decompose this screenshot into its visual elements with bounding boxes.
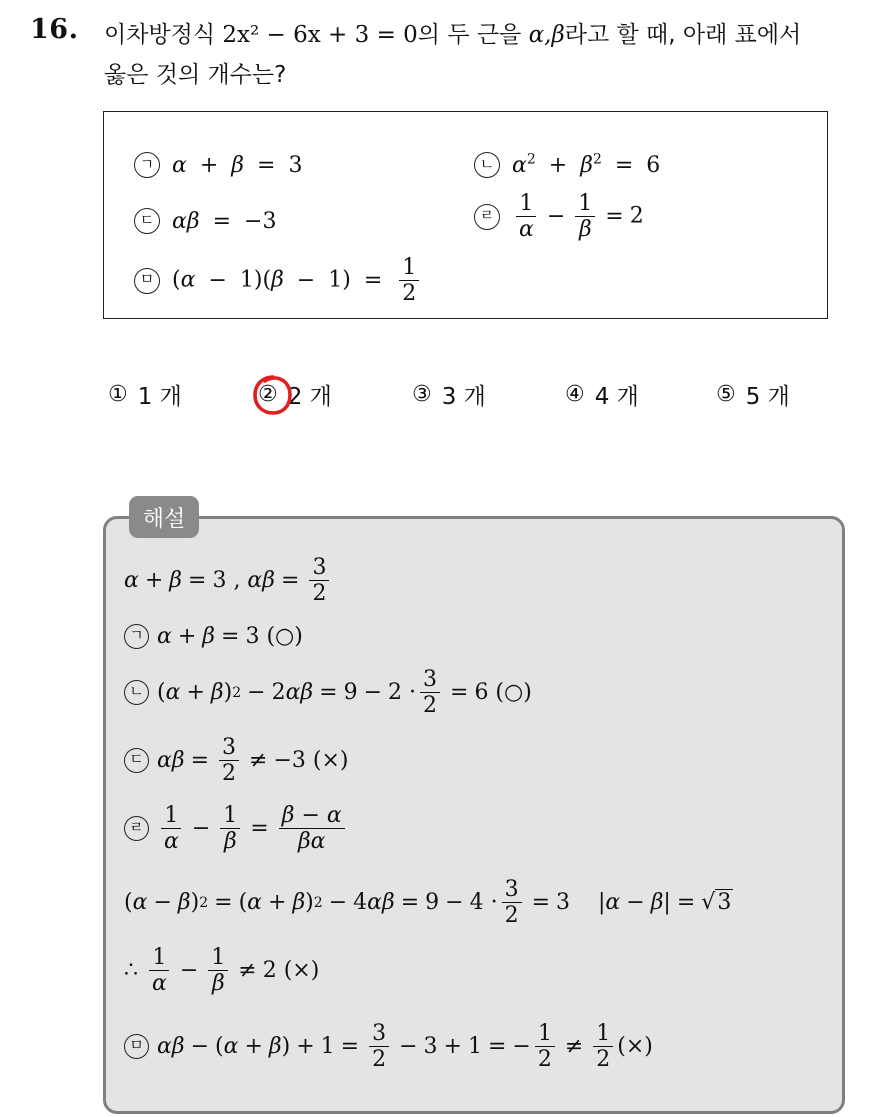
question-text-line-2: 옳은 것의 개수는? — [104, 62, 287, 88]
question-text-line-1 — [104, 16, 801, 49]
statement-4 — [474, 192, 644, 241]
statements-box — [103, 111, 828, 319]
statement-expr: $\frac{1}{\alpha}$ − $\frac{1}{\beta}$ = 2 — [512, 192, 644, 241]
choice-4[interactable]: ④ 4 개 — [565, 382, 639, 410]
answer-selection-circle — [250, 372, 296, 418]
question-equation: 2x² − 6x + 3 = 0 — [222, 22, 418, 48]
statement-expr: (α − 1)(β − 1) = $\frac{1}{2}$ — [172, 256, 423, 305]
solution-badge: 해설 — [129, 496, 199, 538]
mark-digeut: ㄷ — [124, 748, 149, 773]
mark-nieun: ㄴ — [474, 152, 500, 178]
choice-1[interactable]: ① 1 개 — [108, 382, 182, 410]
solution-line-2: ㄱ α + β = 3 (○) — [124, 624, 303, 649]
mark-mieum: ㅁ — [124, 1034, 149, 1059]
statement-expr: αβ = −3 — [172, 208, 277, 234]
solution-line-7: ∴ $\frac{1}{\alpha}$ − $\frac{1}{\beta}$ ≠ 2 (×) — [124, 945, 320, 997]
statement-5 — [134, 256, 423, 305]
statement-expr: α + β = 3 — [172, 152, 303, 178]
solution-line-8: ㅁ αβ − ( α + β ) + 1 = $\frac{3}{2}$ − 3 + 1 = − $\frac{1}{2}$ ≠ $\frac{1}{2}$ (×) — [124, 1022, 653, 1071]
mark-rieul: ㄹ — [124, 816, 149, 841]
question-text-c: 라고 할 때, 아래 표에서 — [564, 22, 802, 48]
choice-3[interactable]: ③ 3 개 — [412, 382, 486, 410]
mark-giyeok: ㄱ — [134, 152, 160, 178]
statement-3 — [134, 208, 276, 234]
statement-expr: $\alpha^2 + \beta^2 = 6$ — [512, 151, 661, 178]
question-number: 16. — [30, 14, 79, 45]
solution-line-1: α + β = 3 , αβ = $\frac{3}{2}$ — [124, 556, 333, 605]
question-roots: α,β — [528, 22, 565, 48]
mark-mieum: ㅁ — [134, 268, 160, 294]
statement-1 — [134, 152, 302, 178]
solution-line-6: ( α − β ) 2 = ( α + β ) 2 − 4 αβ = 9 − 4 · $\frac{3}{2}$ = 3 | α − β | = √3 — [124, 877, 732, 929]
question-text-a: 이차방정식 — [104, 22, 223, 48]
answer-choices — [0, 378, 884, 418]
question-text-b: 의 두 근을 — [417, 22, 529, 48]
mark-digeut: ㄷ — [134, 208, 160, 234]
mark-rieul: ㄹ — [474, 204, 500, 230]
solution-line-3: ㄴ ( α + β ) 2 − 2 αβ = 9 − 2 · $\frac{3}{2}$ = 6 (○) — [124, 668, 532, 717]
statement-2 — [474, 152, 660, 178]
choice-5[interactable]: ⑤ 5 개 — [716, 382, 790, 410]
choice-2[interactable]: ② 2 개 — [258, 382, 332, 410]
solution-line-4: ㄷ αβ = $\frac{3}{2}$ ≠ −3 (×) — [124, 736, 348, 785]
mark-nieun: ㄴ — [124, 680, 149, 705]
solution-line-5: ㄹ $\frac{1}{\alpha}$ − $\frac{1}{\beta}$ = $\frac{\beta - \alpha}{\beta\alpha}$ — [124, 804, 349, 853]
mark-giyeok: ㄱ — [124, 624, 149, 649]
